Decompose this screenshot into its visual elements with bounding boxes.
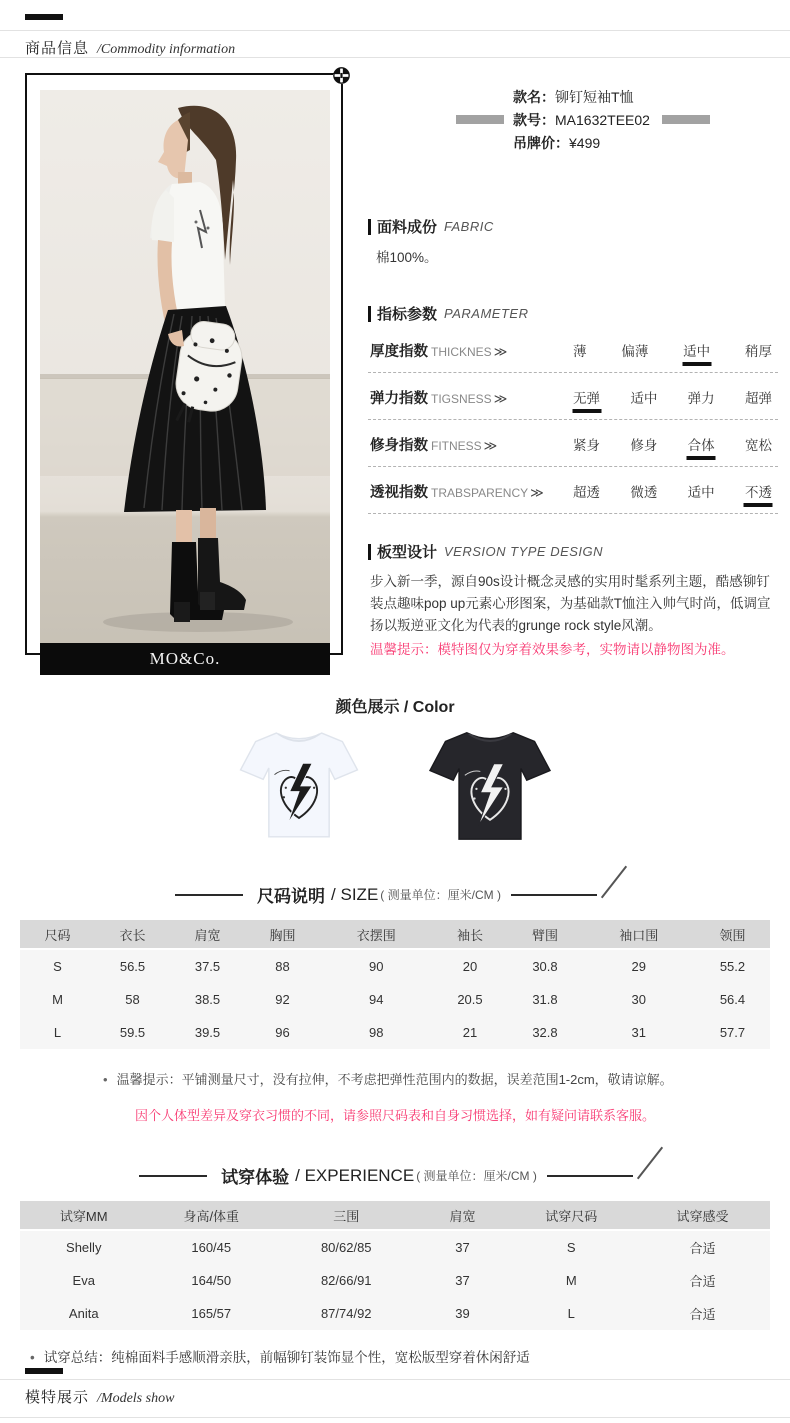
product-name-row xyxy=(456,85,778,108)
column-header: 领围 xyxy=(695,920,770,950)
table-cell: 165/57 xyxy=(148,1297,276,1330)
field-value: 铆钉短袖T恤 xyxy=(555,88,634,105)
decor-bar xyxy=(456,115,504,124)
table-cell: 96 xyxy=(245,1016,320,1049)
field-value: ¥499 xyxy=(569,134,601,151)
table-row xyxy=(20,983,770,1016)
table-cell: 98 xyxy=(320,1016,432,1049)
brand-logo: MO&Co. xyxy=(149,649,221,668)
size-section-title xyxy=(0,882,790,907)
table-cell: 21 xyxy=(432,1016,507,1049)
option-selected: 适中 xyxy=(683,340,710,360)
table-cell: 30 xyxy=(582,983,694,1016)
parameter-heading xyxy=(368,303,778,324)
title-line xyxy=(547,1175,633,1177)
table-row xyxy=(20,1231,770,1264)
field-label: 款名： xyxy=(513,88,555,105)
table-row xyxy=(20,950,770,983)
product-code-row xyxy=(456,108,778,131)
table-cell: 90 xyxy=(320,950,432,983)
design-heading xyxy=(368,541,778,562)
title-unit: ( 测量单位：厘米/CM ) xyxy=(380,888,501,902)
table-cell: 160/45 xyxy=(148,1231,276,1264)
color-swatches xyxy=(0,725,790,845)
parameter-options xyxy=(573,340,776,360)
option: 偏薄 xyxy=(621,344,649,359)
table-cell: 59.5 xyxy=(95,1016,170,1049)
divider xyxy=(0,1379,790,1380)
table-cell: S xyxy=(20,950,95,983)
section-tick xyxy=(25,14,63,20)
title-line xyxy=(139,1175,207,1177)
product-price-row xyxy=(456,131,778,154)
table-cell: 20.5 xyxy=(432,983,507,1016)
table-cell: 29 xyxy=(582,950,694,983)
product-photo xyxy=(40,90,330,675)
product-id-block xyxy=(456,85,778,154)
option: 宽松 xyxy=(744,438,772,453)
size-section xyxy=(0,870,790,1124)
decor-bar xyxy=(662,115,710,124)
column-header: 三围 xyxy=(275,1201,418,1231)
table-cell: 31 xyxy=(582,1016,694,1049)
heading-en: /Commodity information xyxy=(97,42,236,57)
title-zh: 尺码说明 xyxy=(257,887,326,906)
design-warm-tip: 温馨提示：模特图仅为穿着效果参考，实物请以静物图为准。 xyxy=(370,641,735,657)
field-value: MA1632TEE02 xyxy=(555,111,650,128)
commodity-info-heading xyxy=(25,37,235,58)
experience-section-title xyxy=(0,1163,790,1188)
experience-summary: • 试穿总结：纯棉面料手感顺滑亲肤，前幅铆钉装饰显个性，宽松版型穿着休闲舒适 xyxy=(30,1346,790,1366)
table-cell: Eva xyxy=(20,1264,148,1297)
column-header: 衣长 xyxy=(95,920,170,950)
heading-zh: 模特展示 xyxy=(25,1389,90,1406)
heading-marker xyxy=(368,219,371,235)
parameter-options xyxy=(573,481,776,501)
option: 稍厚 xyxy=(744,344,772,359)
fabric-content: 棉100%。 xyxy=(376,250,438,265)
heading-en: VERSION TYPE DESIGN xyxy=(444,544,604,559)
option-selected: 不透 xyxy=(745,481,772,501)
model-photo-illustration xyxy=(40,90,330,643)
option: 超弹 xyxy=(744,391,772,406)
divider xyxy=(0,1417,790,1418)
parameter-options xyxy=(573,434,776,454)
table-cell: 39 xyxy=(418,1297,508,1330)
experience-table xyxy=(20,1201,770,1330)
option: 超透 xyxy=(573,485,600,500)
table-cell: L xyxy=(508,1297,636,1330)
table-cell: 37 xyxy=(418,1231,508,1264)
column-header: 臂围 xyxy=(507,920,582,950)
slash-decoration xyxy=(601,865,627,898)
table-cell: S xyxy=(508,1231,636,1264)
column-header: 身高/体重 xyxy=(148,1201,276,1231)
heading-zh: 板型设计 xyxy=(377,544,438,561)
heading-en: PARAMETER xyxy=(444,306,529,321)
table-cell: 38.5 xyxy=(170,983,245,1016)
parameter-row xyxy=(368,387,778,420)
option-selected: 无弹 xyxy=(573,387,600,407)
option: 薄 xyxy=(573,344,587,359)
table-cell: L xyxy=(20,1016,95,1049)
parameter-label: 弹力指数 TIGSNESS ≫ xyxy=(370,391,508,407)
table-header-row xyxy=(20,920,770,950)
table-cell: 合适 xyxy=(635,1264,770,1297)
slash-decoration xyxy=(637,1146,663,1179)
experience-section xyxy=(0,1150,790,1366)
parameter-row xyxy=(368,434,778,467)
title-line xyxy=(175,894,243,896)
title-en: / SIZE xyxy=(331,884,379,904)
size-note-pink: 因个人体型差异及穿衣习惯的不同，请参照尺码表和自身习惯选择，如有疑问请联系客服。 xyxy=(134,1108,655,1123)
divider xyxy=(0,57,790,58)
product-info-panel xyxy=(368,85,778,660)
table-cell: 37 xyxy=(418,1264,508,1297)
option: 紧身 xyxy=(573,438,600,453)
parameter-label: 透视指数 TRABSPARENCY ≫ xyxy=(370,485,544,501)
table-cell: 合适 xyxy=(635,1297,770,1330)
fabric-section xyxy=(368,216,778,266)
column-header: 试穿尺码 xyxy=(508,1201,636,1231)
heading-marker xyxy=(368,544,371,560)
column-header: 胸围 xyxy=(245,920,320,950)
table-cell: Anita xyxy=(20,1297,148,1330)
option: 微透 xyxy=(630,485,658,500)
column-header: 试穿MM xyxy=(20,1201,148,1231)
table-cell: 80/62/85 xyxy=(275,1231,418,1264)
table-cell: 32.8 xyxy=(507,1016,582,1049)
heading-en: /Models show xyxy=(97,1391,175,1406)
table-row xyxy=(20,1297,770,1330)
title-en: / EXPERIENCE xyxy=(295,1165,415,1185)
table-cell: 56.5 xyxy=(95,950,170,983)
table-cell: 20 xyxy=(432,950,507,983)
parameter-section xyxy=(368,303,778,514)
parameter-rows xyxy=(368,340,778,514)
parameter-label: 修身指数 FITNESS ≫ xyxy=(370,438,498,454)
table-cell: 92 xyxy=(245,983,320,1016)
table-cell: 55.2 xyxy=(695,950,770,983)
title-unit: ( 测量单位：厘米/CM ) xyxy=(416,1169,537,1183)
design-section xyxy=(368,541,778,660)
brand-bar xyxy=(40,643,330,675)
heading-marker xyxy=(368,306,371,322)
option: 修身 xyxy=(630,438,658,453)
size-note: • 温馨提示：平铺测量尺寸，没有拉伸，不考虑把弹性范围内的数据，误差范围1-2cm，敬请谅解。 xyxy=(103,1069,790,1088)
section-tick xyxy=(25,1368,63,1374)
size-table xyxy=(20,920,770,1049)
table-cell: 57.7 xyxy=(695,1016,770,1049)
table-cell: 82/66/91 xyxy=(275,1264,418,1297)
crosshair-icon xyxy=(333,67,350,84)
table-row xyxy=(20,1264,770,1297)
heading-zh: 商品信息 xyxy=(25,40,90,57)
table-cell: 39.5 xyxy=(170,1016,245,1049)
black-tshirt-image[interactable] xyxy=(422,725,558,845)
table-cell: M xyxy=(20,983,95,1016)
table-cell: 87/74/92 xyxy=(275,1297,418,1330)
column-header: 袖长 xyxy=(432,920,507,950)
field-label: 款号： xyxy=(513,111,555,128)
parameter-row xyxy=(368,340,778,373)
table-cell: 88 xyxy=(245,950,320,983)
table-cell: M xyxy=(508,1264,636,1297)
column-header: 肩宽 xyxy=(418,1201,508,1231)
option-selected: 合体 xyxy=(688,434,715,454)
table-cell: 164/50 xyxy=(148,1264,276,1297)
divider xyxy=(0,30,790,31)
heading-zh: 指标参数 xyxy=(377,306,438,323)
color-section-title: 颜色展示 / Color xyxy=(335,699,455,716)
parameter-label: 厚度指数 THICKNES ≫ xyxy=(370,344,508,360)
table-cell: 58 xyxy=(95,983,170,1016)
white-tshirt-image[interactable] xyxy=(233,725,365,843)
table-cell: 31.8 xyxy=(507,983,582,1016)
heading-zh: 面料成份 xyxy=(377,219,438,236)
parameter-options xyxy=(573,387,776,407)
field-label: 吊牌价： xyxy=(513,134,569,151)
design-description: 步入新一季，源自90s设计概念灵感的实用时髦系列主题，酷感铆钉装点趣味pop up元素心形图案，为基础款T恤注入帅气时尚，低调宣扬以叛逆亚文化为代表的grunge rock style风潮。 xyxy=(370,574,771,633)
column-header: 试穿感受 xyxy=(635,1201,770,1231)
table-cell: 56.4 xyxy=(695,983,770,1016)
table-cell: Shelly xyxy=(20,1231,148,1264)
column-header: 袖口围 xyxy=(582,920,694,950)
fabric-heading xyxy=(368,216,778,237)
table-cell: 94 xyxy=(320,983,432,1016)
parameter-row xyxy=(368,481,778,514)
table-header-row xyxy=(20,1201,770,1231)
product-section xyxy=(0,73,790,683)
option: 适中 xyxy=(630,391,658,406)
color-section xyxy=(0,685,790,860)
title-line xyxy=(511,894,597,896)
table-row xyxy=(20,1016,770,1049)
table-cell: 合适 xyxy=(635,1231,770,1264)
models-show-heading xyxy=(25,1386,174,1407)
heading-en: FABRIC xyxy=(444,219,494,234)
column-header: 衣摆围 xyxy=(320,920,432,950)
option: 适中 xyxy=(687,485,715,500)
column-header: 尺码 xyxy=(20,920,95,950)
title-zh: 试穿体验 xyxy=(221,1168,290,1187)
table-cell: 37.5 xyxy=(170,950,245,983)
table-cell: 30.8 xyxy=(507,950,582,983)
column-header: 肩宽 xyxy=(170,920,245,950)
option: 弹力 xyxy=(687,391,715,406)
